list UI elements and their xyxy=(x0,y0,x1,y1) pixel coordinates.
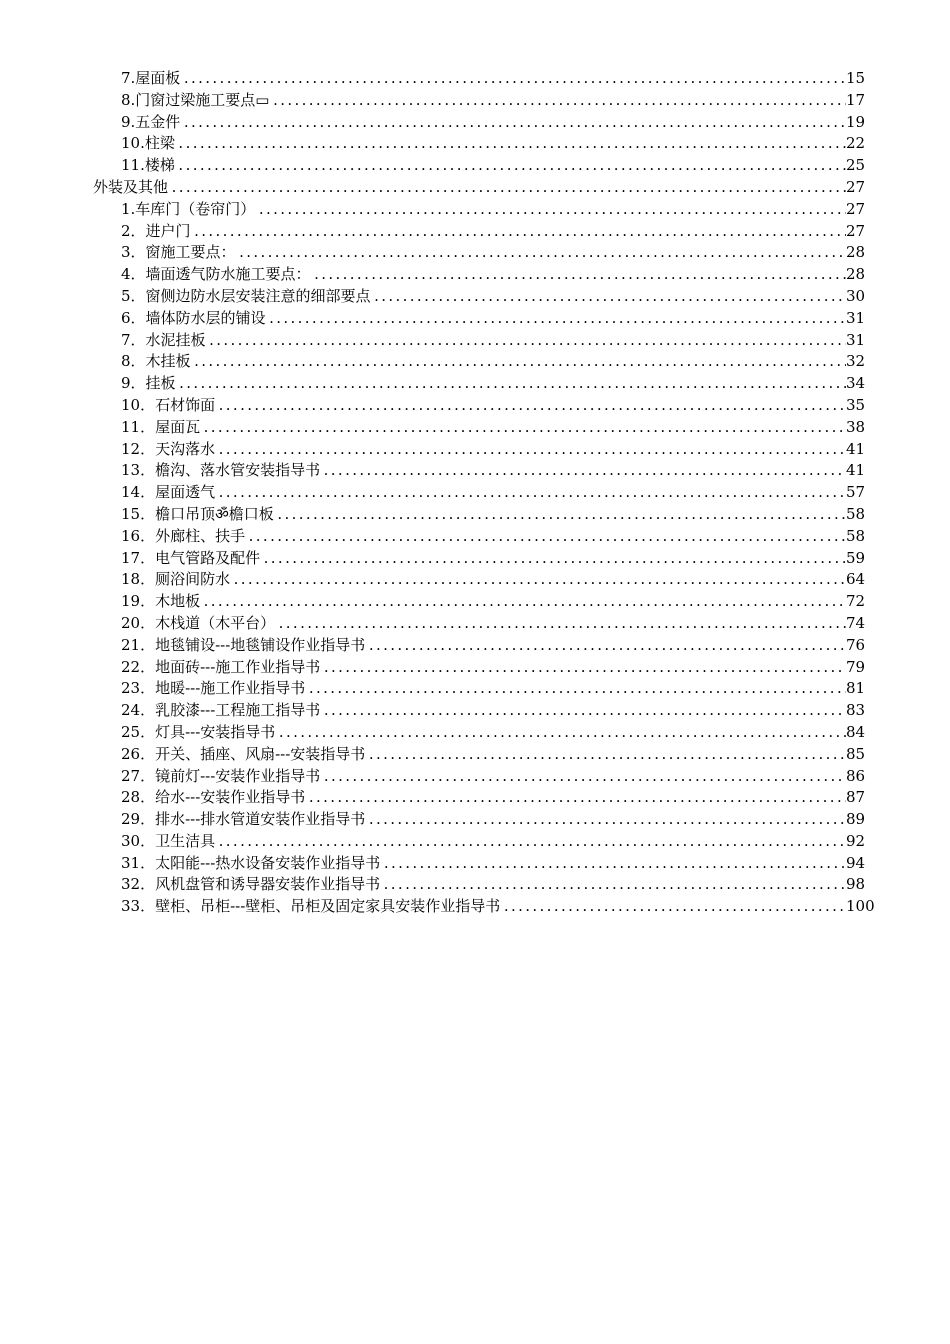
toc-entry[interactable] xyxy=(0,896,950,918)
toc-entry-title: 7.屋面板 . . . xyxy=(121,68,870,90)
toc-entry[interactable] xyxy=(0,700,950,722)
toc-entry-page: 28 xyxy=(846,242,872,264)
toc-entry-title: 2．进户门 . . . xyxy=(121,221,870,243)
toc-entry-page: 27 xyxy=(846,177,872,199)
toc-entry-page: 27 xyxy=(846,221,872,243)
toc-entry-title: 24．乳胶漆---工程施工指导书 . . . xyxy=(121,700,870,722)
toc-entry-title: 19．木地板 . . . xyxy=(121,591,870,613)
toc-entry[interactable] xyxy=(0,90,950,112)
toc-entry-page: 81 xyxy=(846,678,872,700)
toc-entry-page: 59 xyxy=(846,548,872,570)
toc-entry-title: 10.柱梁 . . . xyxy=(121,133,870,155)
toc-entry[interactable] xyxy=(0,548,950,570)
toc-entry-page: 32 xyxy=(846,351,872,373)
toc-entry[interactable] xyxy=(0,68,950,90)
toc-entry-page: 25 xyxy=(846,155,872,177)
toc-entry-page: 41 xyxy=(846,460,872,482)
toc-entry-page: 41 xyxy=(846,439,872,461)
toc-entry-title: 22．地面砖---施工作业指导书 . . . xyxy=(121,657,870,679)
toc-entry-page: 64 xyxy=(846,569,872,591)
toc-entry[interactable] xyxy=(0,853,950,875)
toc-entry[interactable] xyxy=(0,221,950,243)
toc-entry-title: 8．木挂板 . . . xyxy=(121,351,870,373)
toc-entry[interactable] xyxy=(0,526,950,548)
toc-entry[interactable] xyxy=(0,460,950,482)
toc-entry[interactable] xyxy=(0,133,950,155)
toc-entry[interactable] xyxy=(0,177,950,199)
toc-entry-page: 83 xyxy=(846,700,872,722)
toc-entry-title: 6．墙体防水层的铺设 . . . xyxy=(121,308,870,330)
toc-entry-title: 17．电气管路及配件 . . . xyxy=(121,548,870,570)
toc-entry-title: 18．厕浴间防水 . . . xyxy=(121,569,870,591)
toc-entry-title: 外装及其他 . . . xyxy=(93,177,870,199)
toc-entry-page: 28 xyxy=(846,264,872,286)
toc-entry[interactable] xyxy=(0,330,950,352)
toc-entry-page: 57 xyxy=(846,482,872,504)
toc-entry-page: 92 xyxy=(846,831,872,853)
toc-entry-title: 29．排水---排水管道安装作业指导书 . . . xyxy=(121,809,870,831)
toc-entry-title: 7．水泥挂板 . . . xyxy=(121,330,870,352)
toc-entry-page: 98 xyxy=(846,874,872,896)
toc-entry[interactable] xyxy=(0,809,950,831)
toc-entry[interactable] xyxy=(0,199,950,221)
toc-entry-page: 79 xyxy=(846,657,872,679)
toc-entry[interactable] xyxy=(0,766,950,788)
toc-entry-title: 14．屋面透气 . . . xyxy=(121,482,870,504)
toc-entry-title: 25．灯具---安装指导书 . . . xyxy=(121,722,870,744)
toc-entry-title: 30．卫生洁具 . . . xyxy=(121,831,870,853)
toc-entry-title: 26．开关、插座、风扇---安装指导书 . . . xyxy=(121,744,870,766)
toc-entry-page: 89 xyxy=(846,809,872,831)
toc-entry-page: 30 xyxy=(846,286,872,308)
toc-entry-page: 58 xyxy=(846,526,872,548)
toc-entry-title: 27．镜前灯---安装作业指导书 . . . xyxy=(121,766,870,788)
toc-entry-title: 1.车库门（卷帘门） . . . xyxy=(121,199,870,221)
toc-entry-page: 94 xyxy=(846,853,872,875)
toc-entry-title: 10．石材饰面 . . . xyxy=(121,395,870,417)
toc-entry[interactable] xyxy=(0,787,950,809)
toc-entry-page: 38 xyxy=(846,417,872,439)
toc-entry-page: 87 xyxy=(846,787,872,809)
toc-entry[interactable] xyxy=(0,439,950,461)
toc-entry[interactable] xyxy=(0,286,950,308)
toc-entry-title: 16．外廊柱、扶手 . . . xyxy=(121,526,870,548)
toc-entry-page: 17 xyxy=(846,90,872,112)
toc-entry[interactable] xyxy=(0,657,950,679)
toc-entry[interactable] xyxy=(0,591,950,613)
toc-entry-page: 27 xyxy=(846,199,872,221)
toc-entry-title: 9．挂板 . . . xyxy=(121,373,870,395)
toc-entry[interactable] xyxy=(0,744,950,766)
toc-entry-page: 84 xyxy=(846,722,872,744)
toc-entry[interactable] xyxy=(0,242,950,264)
toc-entry[interactable] xyxy=(0,613,950,635)
toc-entry-title: 28．给水---安装作业指导书 . . . xyxy=(121,787,870,809)
toc-entry-title: 20．木栈道（木平台） . . . xyxy=(121,613,870,635)
toc-entry-title: 11.楼梯 . . . xyxy=(121,155,870,177)
toc-entry-title: 32．风机盘管和诱导器安装作业指导书 . . . xyxy=(121,874,870,896)
toc-entry[interactable] xyxy=(0,831,950,853)
toc-entry-page: 19 xyxy=(846,112,872,134)
toc-entry-title: 15．檐口吊顶ॐ檐口板 . . . xyxy=(121,504,870,526)
toc-entry-title: 3．窗施工要点： . . . xyxy=(121,242,870,264)
toc-entry[interactable] xyxy=(0,155,950,177)
toc-entry[interactable] xyxy=(0,482,950,504)
toc-entry[interactable] xyxy=(0,874,950,896)
toc-entry-title: 33．壁柜、吊柜---壁柜、吊柜及固定家具安装作业指导书 . . . xyxy=(121,896,870,918)
toc-entry-title: 11．屋面瓦 . . . xyxy=(121,417,870,439)
toc-entry-title: 23．地暖---施工作业指导书 . . . xyxy=(121,678,870,700)
toc-entry-title: 4．墙面透气防水施工要点： . . . xyxy=(121,264,870,286)
toc-entry-page: 100 xyxy=(846,896,872,918)
toc-entry-title: 21．地毯铺设---地毯铺设作业指导书 . . . xyxy=(121,635,870,657)
toc-entry[interactable] xyxy=(0,308,950,330)
toc-entry-title: 8.门窗过梁施工要点▭ . . . xyxy=(121,90,870,112)
toc-entry[interactable] xyxy=(0,395,950,417)
toc-entry-page: 31 xyxy=(846,308,872,330)
toc-entry[interactable] xyxy=(0,722,950,744)
toc-entry-title: 9.五金件 . . . xyxy=(121,112,870,134)
toc-entry[interactable] xyxy=(0,635,950,657)
toc-entry[interactable] xyxy=(0,264,950,286)
toc-entry-page: 35 xyxy=(846,395,872,417)
toc-entry[interactable] xyxy=(0,112,950,134)
toc-entry-page: 76 xyxy=(846,635,872,657)
toc-entry[interactable] xyxy=(0,678,950,700)
toc-entry-page: 72 xyxy=(846,591,872,613)
toc-entry-page: 86 xyxy=(846,766,872,788)
toc-entry-title: 12．天沟落水 . . . xyxy=(121,439,870,461)
toc-entry-title: 13．檐沟、落水管安装指导书 . . . xyxy=(121,460,870,482)
toc-entry-title: 31．太阳能---热水设备安装作业指导书 . . . xyxy=(121,853,870,875)
toc-entry-page: 58 xyxy=(846,504,872,526)
toc-entry[interactable] xyxy=(0,504,950,526)
toc-entry-page: 34 xyxy=(846,373,872,395)
toc-entry[interactable] xyxy=(0,351,950,373)
toc-entry[interactable] xyxy=(0,373,950,395)
toc-entry-page: 74 xyxy=(846,613,872,635)
toc-entry[interactable] xyxy=(0,569,950,591)
toc-entry-page: 85 xyxy=(846,744,872,766)
toc-entry[interactable] xyxy=(0,417,950,439)
toc-entry-page: 15 xyxy=(846,68,872,90)
toc-entry-page: 31 xyxy=(846,330,872,352)
table-of-contents xyxy=(0,68,950,918)
toc-entry-page: 22 xyxy=(846,133,872,155)
toc-entry-title: 5．窗侧边防水层安装注意的细部要点 . . . xyxy=(121,286,870,308)
